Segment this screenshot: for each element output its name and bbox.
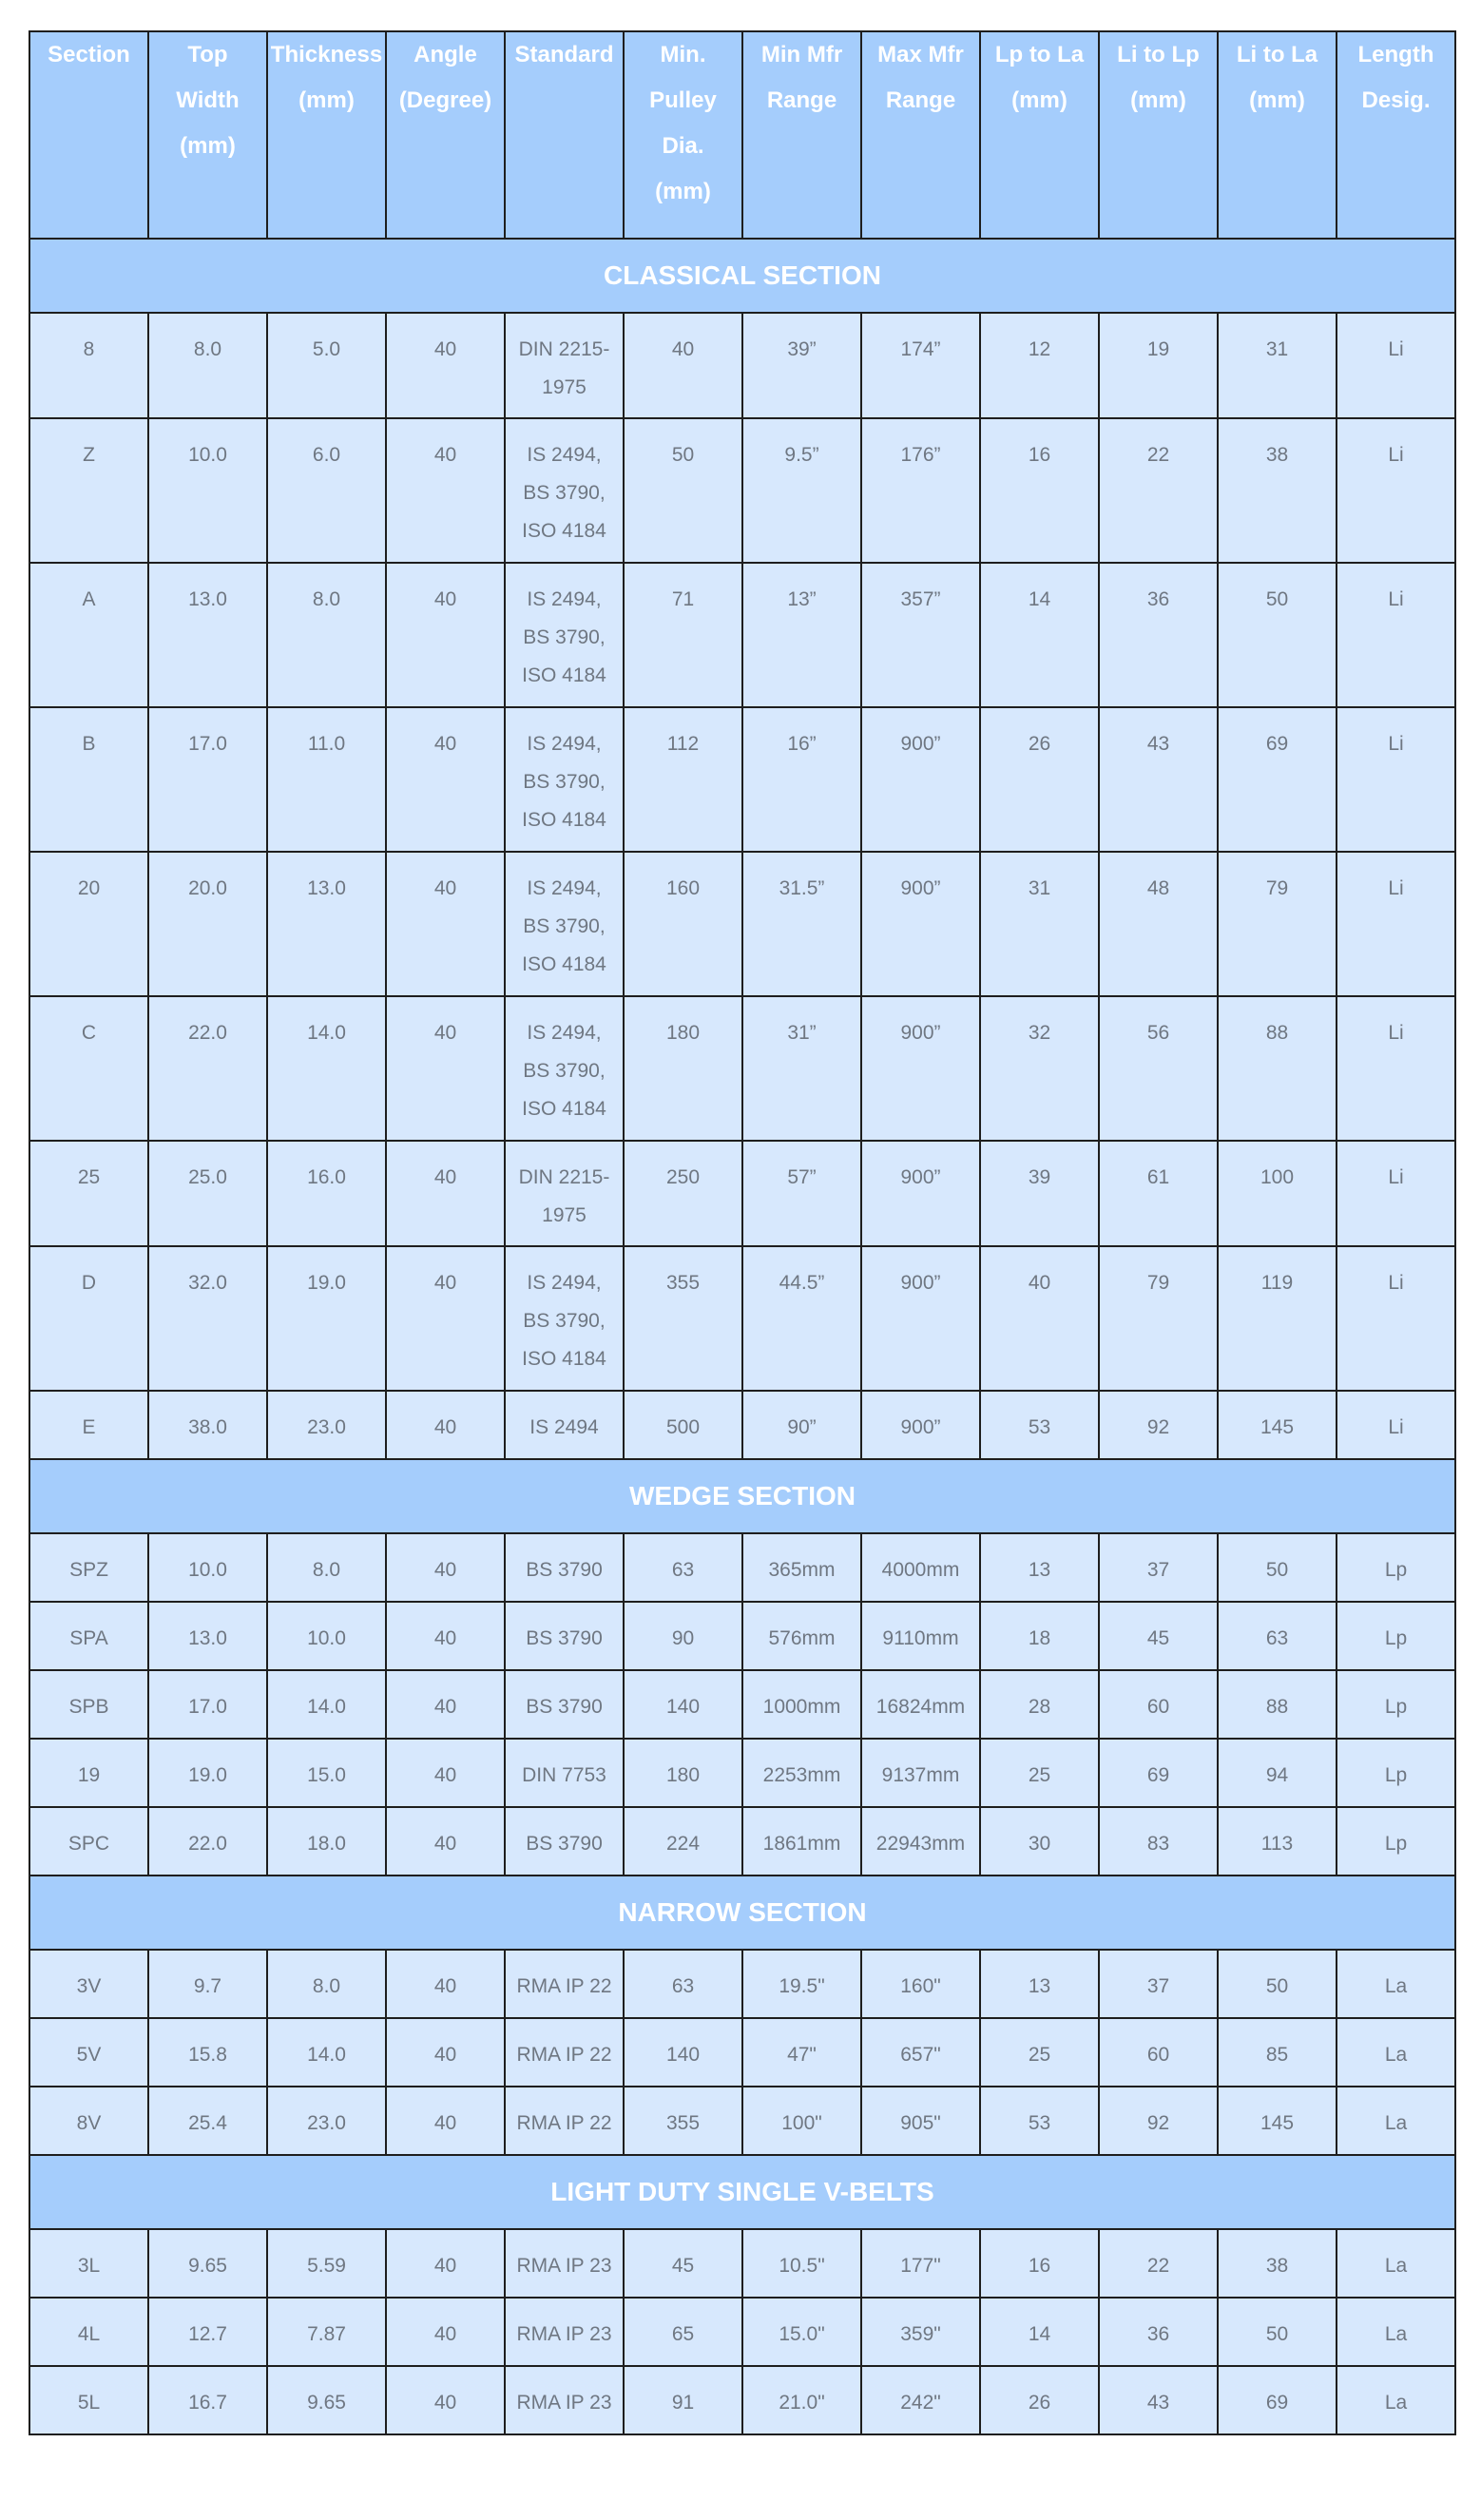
cell-standard: RMA IP 23 — [505, 2366, 624, 2434]
cell-li-to-lp: 37 — [1099, 1950, 1218, 2018]
table-row — [29, 2018, 1455, 2087]
table-row — [29, 996, 1455, 1141]
cell-section: B — [29, 707, 148, 852]
section-header-row — [29, 239, 1455, 313]
cell-standard: DIN 7753 — [505, 1739, 624, 1807]
table-row — [29, 1246, 1455, 1391]
cell-thickness: 8.0 — [267, 1950, 386, 2018]
cell-li-to-la: 38 — [1218, 418, 1337, 563]
cell-li-to-lp: 60 — [1099, 2018, 1218, 2087]
cell-section: SPC — [29, 1807, 148, 1876]
cell-angle: 40 — [386, 1602, 505, 1670]
cell-li-to-lp: 60 — [1099, 1670, 1218, 1739]
cell-top-width: 8.0 — [148, 313, 267, 418]
cell-angle: 40 — [386, 2366, 505, 2434]
cell-li-to-lp: 22 — [1099, 2229, 1218, 2298]
cell-min-mfr-range: 39” — [742, 313, 861, 418]
cell-thickness: 10.0 — [267, 1602, 386, 1670]
cell-length-desig: Lp — [1337, 1807, 1455, 1876]
cell-section: 8 — [29, 313, 148, 418]
cell-top-width: 22.0 — [148, 1807, 267, 1876]
cell-li-to-la: 69 — [1218, 707, 1337, 852]
cell-top-width: 9.65 — [148, 2229, 267, 2298]
cell-top-width: 38.0 — [148, 1391, 267, 1459]
cell-lp-to-la: 14 — [980, 2298, 1099, 2366]
cell-thickness: 5.59 — [267, 2229, 386, 2298]
cell-length-desig: Lp — [1337, 1670, 1455, 1739]
cell-length-desig: Li — [1337, 996, 1455, 1141]
cell-max-mfr-range: 905" — [861, 2087, 980, 2155]
cell-top-width: 10.0 — [148, 418, 267, 563]
cell-angle: 40 — [386, 996, 505, 1141]
cell-min-pulley-dia: 160 — [624, 852, 742, 996]
cell-top-width: 22.0 — [148, 996, 267, 1141]
cell-thickness: 18.0 — [267, 1807, 386, 1876]
cell-min-pulley-dia: 180 — [624, 996, 742, 1141]
header-max-mfr-range: Max Mfr Range — [861, 31, 980, 239]
cell-li-to-la: 63 — [1218, 1602, 1337, 1670]
cell-min-mfr-range: 15.0" — [742, 2298, 861, 2366]
cell-li-to-la: 100 — [1218, 1141, 1337, 1246]
table-row — [29, 1739, 1455, 1807]
cell-standard: BS 3790 — [505, 1807, 624, 1876]
cell-length-desig: La — [1337, 2229, 1455, 2298]
cell-thickness: 14.0 — [267, 1670, 386, 1739]
cell-li-to-la: 69 — [1218, 2366, 1337, 2434]
cell-min-pulley-dia: 50 — [624, 418, 742, 563]
cell-top-width: 17.0 — [148, 707, 267, 852]
cell-standard: IS 2494, BS 3790, ISO 4184 — [505, 1246, 624, 1391]
cell-max-mfr-range: 900” — [861, 1391, 980, 1459]
cell-min-mfr-range: 19.5" — [742, 1950, 861, 2018]
cell-standard: DIN 2215- 1975 — [505, 1141, 624, 1246]
cell-standard: IS 2494, BS 3790, ISO 4184 — [505, 707, 624, 852]
cell-lp-to-la: 12 — [980, 313, 1099, 418]
table-row — [29, 418, 1455, 563]
cell-li-to-lp: 69 — [1099, 1739, 1218, 1807]
cell-top-width: 10.0 — [148, 1533, 267, 1602]
cell-top-width: 19.0 — [148, 1739, 267, 1807]
cell-length-desig: La — [1337, 2298, 1455, 2366]
cell-li-to-lp: 79 — [1099, 1246, 1218, 1391]
cell-lp-to-la: 25 — [980, 2018, 1099, 2087]
cell-max-mfr-range: 359" — [861, 2298, 980, 2366]
cell-top-width: 13.0 — [148, 1602, 267, 1670]
cell-length-desig: La — [1337, 1950, 1455, 2018]
cell-li-to-la: 88 — [1218, 996, 1337, 1141]
cell-li-to-la: 119 — [1218, 1246, 1337, 1391]
table-row — [29, 2087, 1455, 2155]
cell-min-mfr-range: 31” — [742, 996, 861, 1141]
cell-standard: RMA IP 22 — [505, 2018, 624, 2087]
cell-min-mfr-range: 31.5” — [742, 852, 861, 996]
table-row — [29, 563, 1455, 707]
cell-length-desig: Li — [1337, 707, 1455, 852]
header-section: Section — [29, 31, 148, 239]
cell-li-to-lp: 56 — [1099, 996, 1218, 1141]
cell-lp-to-la: 13 — [980, 1950, 1099, 2018]
cell-min-pulley-dia: 63 — [624, 1950, 742, 2018]
cell-section: 4L — [29, 2298, 148, 2366]
table-row — [29, 852, 1455, 996]
cell-thickness: 7.87 — [267, 2298, 386, 2366]
table-row — [29, 707, 1455, 852]
cell-lp-to-la: 53 — [980, 1391, 1099, 1459]
section-title: NARROW SECTION — [29, 1876, 1455, 1950]
cell-thickness: 14.0 — [267, 2018, 386, 2087]
header-length-desig: Length Desig. — [1337, 31, 1455, 239]
cell-section: Z — [29, 418, 148, 563]
cell-angle: 40 — [386, 1141, 505, 1246]
cell-li-to-lp: 83 — [1099, 1807, 1218, 1876]
cell-max-mfr-range: 4000mm — [861, 1533, 980, 1602]
cell-li-to-la: 85 — [1218, 2018, 1337, 2087]
cell-length-desig: Li — [1337, 563, 1455, 707]
cell-min-pulley-dia: 140 — [624, 2018, 742, 2087]
cell-li-to-lp: 36 — [1099, 563, 1218, 707]
cell-thickness: 23.0 — [267, 2087, 386, 2155]
cell-section: SPA — [29, 1602, 148, 1670]
cell-lp-to-la: 30 — [980, 1807, 1099, 1876]
cell-min-mfr-range: 90” — [742, 1391, 861, 1459]
cell-section: 20 — [29, 852, 148, 996]
cell-standard: RMA IP 22 — [505, 1950, 624, 2018]
table-row — [29, 1533, 1455, 1602]
cell-max-mfr-range: 176” — [861, 418, 980, 563]
cell-li-to-la: 50 — [1218, 1533, 1337, 1602]
table-row — [29, 1602, 1455, 1670]
cell-angle: 40 — [386, 2087, 505, 2155]
cell-section: A — [29, 563, 148, 707]
cell-top-width: 17.0 — [148, 1670, 267, 1739]
cell-min-mfr-range: 576mm — [742, 1602, 861, 1670]
table-body — [29, 239, 1455, 2434]
cell-top-width: 32.0 — [148, 1246, 267, 1391]
cell-lp-to-la: 25 — [980, 1739, 1099, 1807]
cell-li-to-lp: 92 — [1099, 2087, 1218, 2155]
cell-min-mfr-range: 16” — [742, 707, 861, 852]
cell-standard: IS 2494, BS 3790, ISO 4184 — [505, 563, 624, 707]
cell-length-desig: Li — [1337, 1246, 1455, 1391]
cell-standard: IS 2494, BS 3790, ISO 4184 — [505, 852, 624, 996]
cell-lp-to-la: 26 — [980, 2366, 1099, 2434]
cell-angle: 40 — [386, 563, 505, 707]
cell-angle: 40 — [386, 852, 505, 996]
cell-angle: 40 — [386, 1739, 505, 1807]
cell-max-mfr-range: 900” — [861, 1246, 980, 1391]
cell-max-mfr-range: 657" — [861, 2018, 980, 2087]
cell-li-to-lp: 48 — [1099, 852, 1218, 996]
cell-li-to-la: 38 — [1218, 2229, 1337, 2298]
section-header-row — [29, 1876, 1455, 1950]
cell-min-pulley-dia: 250 — [624, 1141, 742, 1246]
cell-lp-to-la: 16 — [980, 418, 1099, 563]
cell-angle: 40 — [386, 1246, 505, 1391]
cell-li-to-la: 50 — [1218, 2298, 1337, 2366]
header-li-to-lp: Li to Lp (mm) — [1099, 31, 1218, 239]
cell-lp-to-la: 28 — [980, 1670, 1099, 1739]
header-thickness: Thickness (mm) — [267, 31, 386, 239]
cell-min-pulley-dia: 180 — [624, 1739, 742, 1807]
cell-thickness: 11.0 — [267, 707, 386, 852]
cell-max-mfr-range: 177" — [861, 2229, 980, 2298]
cell-li-to-lp: 45 — [1099, 1602, 1218, 1670]
cell-max-mfr-range: 900” — [861, 852, 980, 996]
cell-angle: 40 — [386, 1533, 505, 1602]
cell-min-pulley-dia: 90 — [624, 1602, 742, 1670]
cell-standard: RMA IP 22 — [505, 2087, 624, 2155]
cell-angle: 40 — [386, 2298, 505, 2366]
table-row — [29, 1141, 1455, 1246]
header-top-width: Top Width (mm) — [148, 31, 267, 239]
cell-lp-to-la: 16 — [980, 2229, 1099, 2298]
header-min-pulley-dia: Min. Pulley Dia. (mm) — [624, 31, 742, 239]
cell-length-desig: Li — [1337, 1391, 1455, 1459]
cell-max-mfr-range: 242" — [861, 2366, 980, 2434]
cell-li-to-la: 50 — [1218, 563, 1337, 707]
header-row — [29, 31, 1455, 239]
cell-li-to-lp: 92 — [1099, 1391, 1218, 1459]
cell-min-pulley-dia: 140 — [624, 1670, 742, 1739]
cell-min-pulley-dia: 65 — [624, 2298, 742, 2366]
cell-standard: RMA IP 23 — [505, 2298, 624, 2366]
cell-length-desig: Li — [1337, 418, 1455, 563]
cell-li-to-la: 50 — [1218, 1950, 1337, 2018]
cell-min-mfr-range: 57” — [742, 1141, 861, 1246]
cell-length-desig: La — [1337, 2366, 1455, 2434]
cell-min-pulley-dia: 63 — [624, 1533, 742, 1602]
cell-thickness: 8.0 — [267, 563, 386, 707]
cell-section: 25 — [29, 1141, 148, 1246]
cell-section: 3V — [29, 1950, 148, 2018]
cell-min-mfr-range: 2253mm — [742, 1739, 861, 1807]
cell-section: E — [29, 1391, 148, 1459]
header-angle: Angle (Degree) — [386, 31, 505, 239]
cell-thickness: 6.0 — [267, 418, 386, 563]
cell-max-mfr-range: 174” — [861, 313, 980, 418]
cell-li-to-la: 31 — [1218, 313, 1337, 418]
cell-thickness: 13.0 — [267, 852, 386, 996]
cell-max-mfr-range: 900” — [861, 1141, 980, 1246]
section-header-row — [29, 2155, 1455, 2229]
cell-length-desig: Li — [1337, 852, 1455, 996]
cell-max-mfr-range: 9137mm — [861, 1739, 980, 1807]
cell-top-width: 15.8 — [148, 2018, 267, 2087]
cell-min-pulley-dia: 91 — [624, 2366, 742, 2434]
cell-li-to-la: 88 — [1218, 1670, 1337, 1739]
cell-section: 8V — [29, 2087, 148, 2155]
header-min-mfr-range: Min Mfr Range — [742, 31, 861, 239]
cell-lp-to-la: 31 — [980, 852, 1099, 996]
cell-angle: 40 — [386, 1950, 505, 2018]
section-title: WEDGE SECTION — [29, 1459, 1455, 1533]
cell-section: 19 — [29, 1739, 148, 1807]
cell-li-to-lp: 36 — [1099, 2298, 1218, 2366]
cell-top-width: 12.7 — [148, 2298, 267, 2366]
cell-min-mfr-range: 44.5” — [742, 1246, 861, 1391]
cell-li-to-la: 145 — [1218, 1391, 1337, 1459]
cell-angle: 40 — [386, 313, 505, 418]
cell-angle: 40 — [386, 2018, 505, 2087]
cell-min-pulley-dia: 45 — [624, 2229, 742, 2298]
cell-section: C — [29, 996, 148, 1141]
cell-min-mfr-range: 21.0" — [742, 2366, 861, 2434]
cell-li-to-lp: 43 — [1099, 2366, 1218, 2434]
cell-standard: BS 3790 — [505, 1602, 624, 1670]
cell-thickness: 8.0 — [267, 1533, 386, 1602]
cell-standard: RMA IP 23 — [505, 2229, 624, 2298]
header-standard: Standard — [505, 31, 624, 239]
cell-thickness: 16.0 — [267, 1141, 386, 1246]
cell-top-width: 16.7 — [148, 2366, 267, 2434]
cell-section: 5L — [29, 2366, 148, 2434]
cell-min-pulley-dia: 40 — [624, 313, 742, 418]
cell-lp-to-la: 14 — [980, 563, 1099, 707]
cell-min-mfr-range: 10.5" — [742, 2229, 861, 2298]
cell-angle: 40 — [386, 418, 505, 563]
cell-min-pulley-dia: 112 — [624, 707, 742, 852]
cell-min-mfr-range: 1861mm — [742, 1807, 861, 1876]
cell-lp-to-la: 26 — [980, 707, 1099, 852]
cell-min-mfr-range: 47" — [742, 2018, 861, 2087]
cell-min-pulley-dia: 355 — [624, 2087, 742, 2155]
cell-section: SPZ — [29, 1533, 148, 1602]
cell-standard: IS 2494 — [505, 1391, 624, 1459]
cell-thickness: 19.0 — [267, 1246, 386, 1391]
cell-thickness: 5.0 — [267, 313, 386, 418]
cell-min-pulley-dia: 71 — [624, 563, 742, 707]
cell-length-desig: La — [1337, 2018, 1455, 2087]
cell-min-mfr-range: 365mm — [742, 1533, 861, 1602]
cell-min-mfr-range: 13” — [742, 563, 861, 707]
cell-lp-to-la: 53 — [980, 2087, 1099, 2155]
cell-lp-to-la: 40 — [980, 1246, 1099, 1391]
cell-length-desig: Lp — [1337, 1739, 1455, 1807]
cell-section: 5V — [29, 2018, 148, 2087]
cell-section: SPB — [29, 1670, 148, 1739]
cell-length-desig: Lp — [1337, 1602, 1455, 1670]
cell-standard: DIN 2215- 1975 — [505, 313, 624, 418]
table-row — [29, 1807, 1455, 1876]
section-header-row — [29, 1459, 1455, 1533]
cell-max-mfr-range: 900” — [861, 707, 980, 852]
table-row — [29, 313, 1455, 418]
table-row — [29, 2298, 1455, 2366]
cell-lp-to-la: 32 — [980, 996, 1099, 1141]
cell-standard: IS 2494, BS 3790, ISO 4184 — [505, 418, 624, 563]
cell-standard: BS 3790 — [505, 1670, 624, 1739]
cell-top-width: 25.4 — [148, 2087, 267, 2155]
cell-max-mfr-range: 22943mm — [861, 1807, 980, 1876]
cell-top-width: 25.0 — [148, 1141, 267, 1246]
section-title: CLASSICAL SECTION — [29, 239, 1455, 313]
cell-max-mfr-range: 357” — [861, 563, 980, 707]
header-lp-to-la: Lp to La (mm) — [980, 31, 1099, 239]
cell-lp-to-la: 13 — [980, 1533, 1099, 1602]
cell-lp-to-la: 39 — [980, 1141, 1099, 1246]
cell-min-pulley-dia: 500 — [624, 1391, 742, 1459]
cell-min-pulley-dia: 355 — [624, 1246, 742, 1391]
table-row — [29, 1950, 1455, 2018]
cell-li-to-lp: 19 — [1099, 313, 1218, 418]
cell-max-mfr-range: 900” — [861, 996, 980, 1141]
cell-standard: BS 3790 — [505, 1533, 624, 1602]
table-row — [29, 2366, 1455, 2434]
cell-angle: 40 — [386, 707, 505, 852]
table-row — [29, 1670, 1455, 1739]
cell-lp-to-la: 18 — [980, 1602, 1099, 1670]
cell-length-desig: La — [1337, 2087, 1455, 2155]
table-row — [29, 2229, 1455, 2298]
cell-li-to-lp: 37 — [1099, 1533, 1218, 1602]
cell-thickness: 14.0 — [267, 996, 386, 1141]
header-li-to-la: Li to La (mm) — [1218, 31, 1337, 239]
cell-length-desig: Lp — [1337, 1533, 1455, 1602]
cell-min-mfr-range: 9.5” — [742, 418, 861, 563]
cell-li-to-lp: 61 — [1099, 1141, 1218, 1246]
cell-angle: 40 — [386, 1391, 505, 1459]
cell-length-desig: Li — [1337, 1141, 1455, 1246]
cell-thickness: 15.0 — [267, 1739, 386, 1807]
cell-li-to-la: 94 — [1218, 1739, 1337, 1807]
cell-angle: 40 — [386, 1807, 505, 1876]
v-belt-spec-table — [29, 30, 1456, 2435]
cell-min-mfr-range: 100" — [742, 2087, 861, 2155]
cell-section: D — [29, 1246, 148, 1391]
cell-li-to-la: 79 — [1218, 852, 1337, 996]
cell-thickness: 9.65 — [267, 2366, 386, 2434]
cell-min-pulley-dia: 224 — [624, 1807, 742, 1876]
cell-top-width: 13.0 — [148, 563, 267, 707]
cell-angle: 40 — [386, 1670, 505, 1739]
cell-li-to-lp: 43 — [1099, 707, 1218, 852]
cell-li-to-lp: 22 — [1099, 418, 1218, 563]
section-title: LIGHT DUTY SINGLE V-BELTS — [29, 2155, 1455, 2229]
cell-li-to-la: 113 — [1218, 1807, 1337, 1876]
cell-max-mfr-range: 160" — [861, 1950, 980, 2018]
cell-standard: IS 2494, BS 3790, ISO 4184 — [505, 996, 624, 1141]
cell-min-mfr-range: 1000mm — [742, 1670, 861, 1739]
cell-top-width: 20.0 — [148, 852, 267, 996]
cell-angle: 40 — [386, 2229, 505, 2298]
cell-li-to-la: 145 — [1218, 2087, 1337, 2155]
cell-section: 3L — [29, 2229, 148, 2298]
cell-max-mfr-range: 16824mm — [861, 1670, 980, 1739]
cell-max-mfr-range: 9110mm — [861, 1602, 980, 1670]
cell-length-desig: Li — [1337, 313, 1455, 418]
cell-top-width: 9.7 — [148, 1950, 267, 2018]
cell-thickness: 23.0 — [267, 1391, 386, 1459]
table-row — [29, 1391, 1455, 1459]
